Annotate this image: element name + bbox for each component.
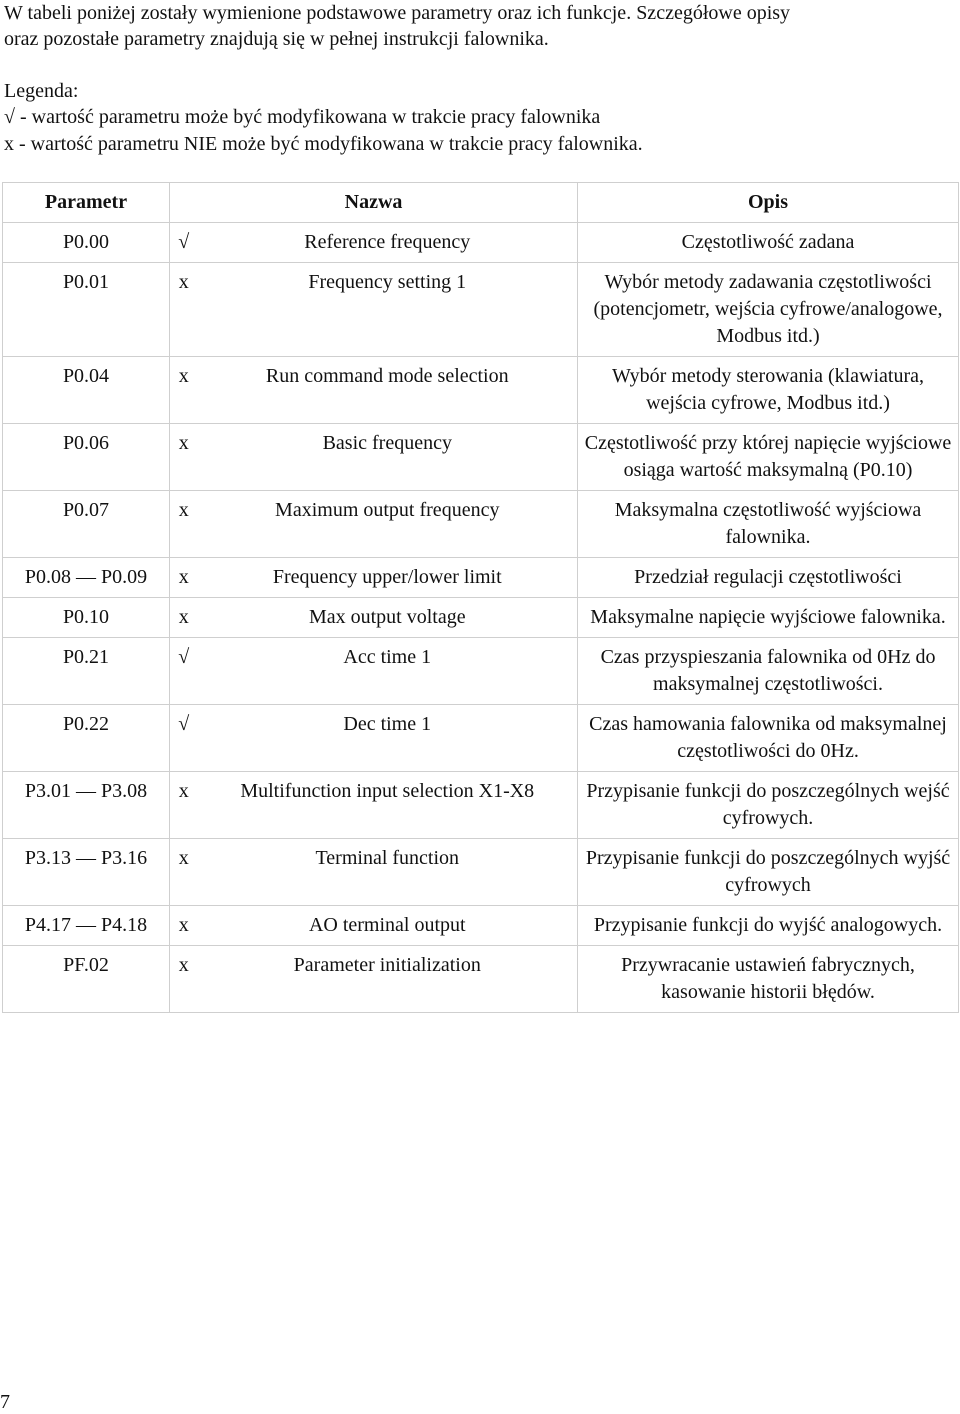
param-code: P3.01 — P3.08: [3, 772, 170, 839]
page-number: 7: [0, 1391, 10, 1413]
param-code: P0.08 — P0.09: [3, 558, 170, 598]
param-code: P0.21: [3, 638, 170, 705]
table-row: [3, 357, 959, 424]
header-opis: Opis: [578, 183, 959, 223]
param-name: Terminal function: [198, 839, 578, 906]
modifiable-flag: x: [170, 839, 198, 906]
param-code: P0.07: [3, 491, 170, 558]
intro-line-2: oraz pozostałe parametry znajdują się w pełnej instrukcji falownika.: [4, 28, 549, 50]
modifiable-flag: x: [170, 491, 198, 558]
modifiable-flag: x: [170, 558, 198, 598]
param-description: Przypisanie funkcji do poszczególnych wyjść cyfrowych: [578, 839, 959, 906]
modifiable-flag: x: [170, 424, 198, 491]
param-name: Multifunction input selection X1-X8: [198, 772, 578, 839]
modifiable-flag: √: [170, 705, 198, 772]
legend-item-not-modifiable: x - wartość parametru NIE może być modyfikowana w trakcie pracy falownika.: [4, 133, 643, 155]
param-description: Przywracanie ustawień fabrycznych, kasowanie historii błędów.: [578, 946, 959, 1013]
table-row: [3, 839, 959, 906]
param-name: Parameter initialization: [198, 946, 578, 1013]
modifiable-flag: x: [170, 263, 198, 357]
table-row: [3, 772, 959, 839]
param-code: P0.04: [3, 357, 170, 424]
modifiable-flag: x: [170, 357, 198, 424]
param-name: Max output voltage: [198, 598, 578, 638]
param-code: P0.01: [3, 263, 170, 357]
param-description: Maksymalne napięcie wyjściowe falownika.: [578, 598, 959, 638]
modifiable-flag: x: [170, 946, 198, 1013]
table-row: [3, 491, 959, 558]
modifiable-flag: x: [170, 598, 198, 638]
param-code: P0.10: [3, 598, 170, 638]
table-row: [3, 263, 959, 357]
param-name: Run command mode selection: [198, 357, 578, 424]
table-row: [3, 638, 959, 705]
param-name: Basic frequency: [198, 424, 578, 491]
header-parametr: Parametr: [3, 183, 170, 223]
modifiable-flag: √: [170, 638, 198, 705]
table-row: [3, 946, 959, 1013]
param-description: Czas przyspieszania falownika od 0Hz do maksymalnej częstotliwości.: [578, 638, 959, 705]
param-name: Maximum output frequency: [198, 491, 578, 558]
param-name: Frequency upper/lower limit: [198, 558, 578, 598]
legend-title: Legenda:: [4, 80, 79, 102]
param-name: Reference frequency: [198, 223, 578, 263]
table-row: [3, 424, 959, 491]
table-header-row: [3, 183, 959, 223]
table-row: [3, 598, 959, 638]
param-description: Częstotliwość przy której napięcie wyjściowe osiąga wartość maksymalną (P0.10): [578, 424, 959, 491]
parameters-table: [2, 182, 959, 1013]
param-description: Czas hamowania falownika od maksymalnej częstotliwości do 0Hz.: [578, 705, 959, 772]
param-name: AO terminal output: [198, 906, 578, 946]
table-row: [3, 223, 959, 263]
header-nazwa: Nazwa: [170, 183, 578, 223]
modifiable-flag: √: [170, 223, 198, 263]
param-code: P0.22: [3, 705, 170, 772]
param-name: Acc time 1: [198, 638, 578, 705]
param-description: Przedział regulacji częstotliwości: [578, 558, 959, 598]
param-description: Wybór metody zadawania częstotliwości (potencjometr, wejścia cyfrowe/analogowe, Modbus itd.): [578, 263, 959, 357]
modifiable-flag: x: [170, 906, 198, 946]
modifiable-flag: x: [170, 772, 198, 839]
param-code: P0.00: [3, 223, 170, 263]
table-row: [3, 705, 959, 772]
param-description: Częstotliwość zadana: [578, 223, 959, 263]
param-code: P0.06: [3, 424, 170, 491]
param-name: Dec time 1: [198, 705, 578, 772]
intro-line-1: W tabeli poniżej zostały wymienione podstawowe parametry oraz ich funkcje. Szczegółowe opisy: [4, 2, 791, 24]
legend-item-modifiable: √ - wartość parametru może być modyfikowana w trakcie pracy falownika: [4, 106, 601, 128]
param-code: PF.02: [3, 946, 170, 1013]
table-row: [3, 558, 959, 598]
param-code: P4.17 — P4.18: [3, 906, 170, 946]
param-description: Przypisanie funkcji do wyjść analogowych.: [578, 906, 959, 946]
table-row: [3, 906, 959, 946]
param-description: Maksymalna częstotliwość wyjściowa falownika.: [578, 491, 959, 558]
param-description: Wybór metody sterowania (klawiatura, wejścia cyfrowe, Modbus itd.): [578, 357, 959, 424]
param-description: Przypisanie funkcji do poszczególnych wejść cyfrowych.: [578, 772, 959, 839]
param-name: Frequency setting 1: [198, 263, 578, 357]
param-code: P3.13 — P3.16: [3, 839, 170, 906]
